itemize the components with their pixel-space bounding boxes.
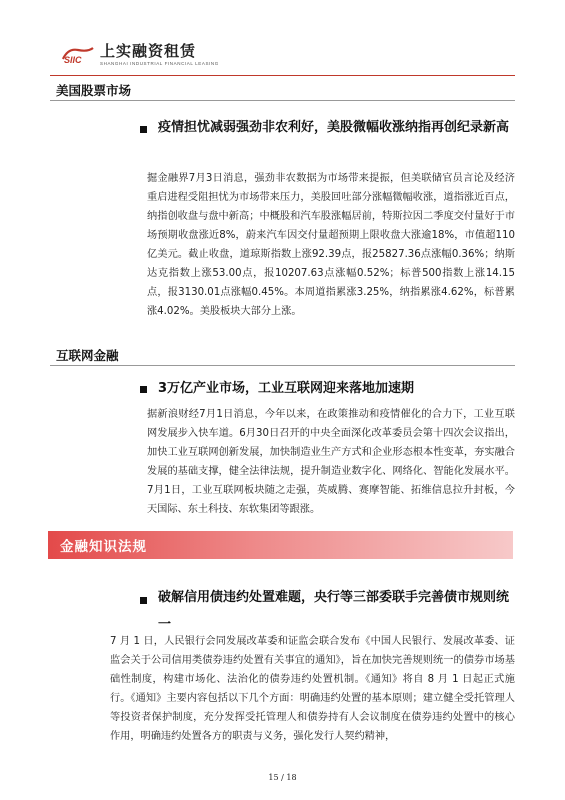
article-body: 掘金融界7月3日消息，强劲非农数据为市场带来提振，但美联储官员言论及经济重启进程受阻担忧为市场带来压力，美股回吐部分涨幅微幅收涨，道指涨近百点，纳指创收盘与盘中新高；中概股和汽车股涨幅居前，特斯拉因二季度交付量好于市场预期收盘涨近8%，蔚来汽车因交付量超预期上限收盘大涨逾18%，市值超110亿美元。截止收盘，道琼斯指数上涨92.39点，报25827.36点涨幅0.36%；纳斯达克指数上涨53.00点，报10207.63点涨幅0.52%；标普500指数上涨14.15点，报3130.01点涨幅0.45%。本周道指累涨3.25%，纳指累涨4.62%，标普累涨4.02%。美股板块大部分上涨。 <box>147 173 515 317</box>
article-headline: 疫情担忧减弱强劲非农利好，美股微幅收涨纳指再创纪录新高 <box>158 120 510 135</box>
company-name-cn: 上实融资租赁 <box>100 42 197 60</box>
page-number: 15 / 18 <box>268 773 297 782</box>
siic-logo-icon <box>60 44 96 66</box>
section-title-finance-knowledge: 金融知识法规 <box>60 539 147 555</box>
svg-text:SIIC: SIIC <box>64 55 82 65</box>
bullet-icon <box>140 597 147 604</box>
section-divider <box>50 365 515 366</box>
section-title-internet-finance: 互联网金融 <box>56 348 119 363</box>
article-headline: 3万亿产业市场，工业互联网迎来落地加速期 <box>158 381 415 396</box>
section-band-finance-knowledge <box>48 531 513 559</box>
bullet-icon <box>140 126 147 133</box>
company-name-en: SHANGHAI INDUSTRIAL FINANCIAL LEASING <box>100 61 219 66</box>
bullet-icon <box>140 386 147 393</box>
article-body: 据新浪财经7月1日消息，今年以来，在政策推动和疫情催化的合力下，工业互联网发展步入快车道。6月30日召开的中央全面深化改革委员会第十四次会议指出，加快工业互联网创新发展，加快制造业生产方式和企业形态根本性变革，夯实融合发展的基础支撑，健全法律法规，提升制造业数字化、网络化、智能化发展水平。7月1日，工业互联网板块随之走强，英威腾、赛摩智能、拓维信息拉升封板，今天国际、东土科技、东软集团等跟涨。 <box>147 409 515 515</box>
article-headline: 破解信用债违约处置难题，央行等三部委联手完善债市规则统一 <box>158 590 510 632</box>
header-divider <box>50 75 515 76</box>
page-header <box>60 40 510 76</box>
section-divider <box>50 100 515 101</box>
article-body: 7 月 1 日，人民银行会同发展改革委和证监会联合发布《中国人民银行、发展改革委、证监会关于公司信用类债券违约处置有关事宜的通知》，旨在加快完善规则统一的债券市场基础性制度，构建市场化、法治化的债券违约处置机制。《通知》将自 8 月 1 日起正式施行。《通知》主要内容包括以下几个方面：明确违约处置的基本原则；建立健全受托管理人等投资者保护制度，充分发挥受托管理人和债券持有人会议制度在债券违约处置中的核心作用，明确违约处置各方的职责与义务，强化发行人契约精神， <box>110 636 515 742</box>
section-title-us-stocks: 美国股票市场 <box>56 83 132 98</box>
